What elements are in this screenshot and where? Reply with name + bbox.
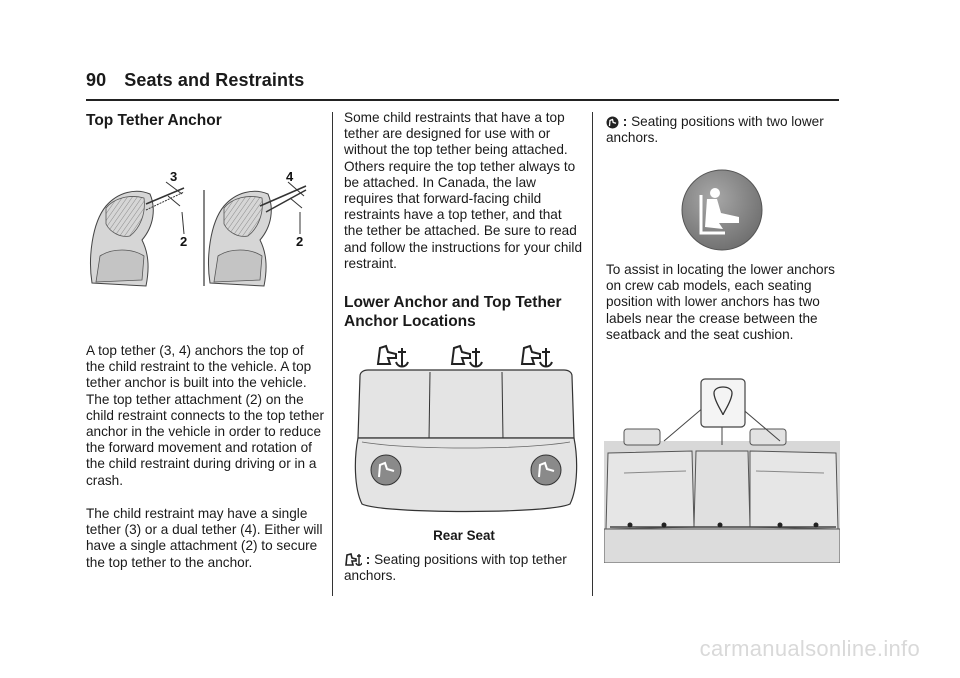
lower-anchor-icon [606, 116, 619, 129]
child-seat-illustration [84, 168, 324, 294]
watermark: carmanualsonline.info [699, 636, 920, 661]
top-tether-figure [84, 168, 324, 294]
lower-anchor-badge-right [531, 455, 561, 485]
column-divider-2 [592, 112, 593, 596]
column-divider-1 [332, 112, 333, 596]
lower-anchor-heading: Lower Anchor and Top Tether Anchor Locations [344, 294, 562, 330]
top-tether-legend [344, 551, 584, 584]
lower-anchor-symbol [679, 167, 765, 253]
crew-cab-seat-illustration [604, 377, 840, 563]
legend-separator: : [362, 552, 371, 567]
crew-cab-seat-figure [604, 377, 840, 563]
top-tether-anchor-icon [344, 551, 362, 567]
header-rule [86, 99, 839, 101]
lower-anchor-legend [606, 114, 840, 146]
section-title: Seats and Restraints [124, 70, 305, 90]
child-restraint-paragraph: Some child restraints that have a top tether are designed for use with or without the top tether being attached. Others require the top tether always to be attached. In Canada, the law requires that forward-facing child restraints have a top tether, and that the tether be attached. Be sure to read and follow the instructions for your child restraint. [344, 110, 583, 271]
label-4: 4 [286, 169, 294, 184]
lower-legend-separator: : [619, 114, 628, 129]
top-tether-paragraph-2: The child restraint may have a single tether (3) or a dual tether (4). Either will have a single attachment (2) to secure the top tether to the anchor. [86, 506, 323, 570]
label-2-left: 2 [180, 234, 188, 249]
page-header [86, 70, 304, 91]
lower-anchor-icon [679, 167, 765, 253]
rear-seat-caption: Rear Seat [433, 528, 495, 543]
rear-seat-figure [352, 338, 580, 522]
lower-anchor-paragraph: To assist in locating the lower anchors on crew cab models, each seating position with lower anchors has two labels near the crease between the seatback and the seat cushion. [606, 262, 835, 342]
lower-anchor-badge-left [371, 455, 401, 485]
single-tether-seat [91, 182, 184, 286]
rear-seat-illustration [352, 338, 580, 522]
top-tether-anchor-heading: Top Tether Anchor [86, 112, 222, 129]
dual-tether-seat [209, 182, 306, 286]
top-tether-paragraph-1: A top tether (3, 4) anchors the top of the child restraint to the vehicle. A top tether anchor is built into the vehicle. The top tether attachment (2) on the child restraint connects to the top tether anchor in the vehicle in order to reduce the forward movement and rotation of the child restraint during driving or in a crash. [86, 343, 325, 488]
lower-anchor-legend-text: Seating positions with two lower anchors. [606, 114, 824, 146]
top-tether-anchor-icon [378, 346, 552, 367]
top-tether-legend-text: Seating positions with top tether anchors. [344, 552, 567, 584]
page-number: 90 [86, 70, 107, 90]
label-3: 3 [170, 169, 178, 184]
label-2-right: 2 [296, 234, 304, 249]
